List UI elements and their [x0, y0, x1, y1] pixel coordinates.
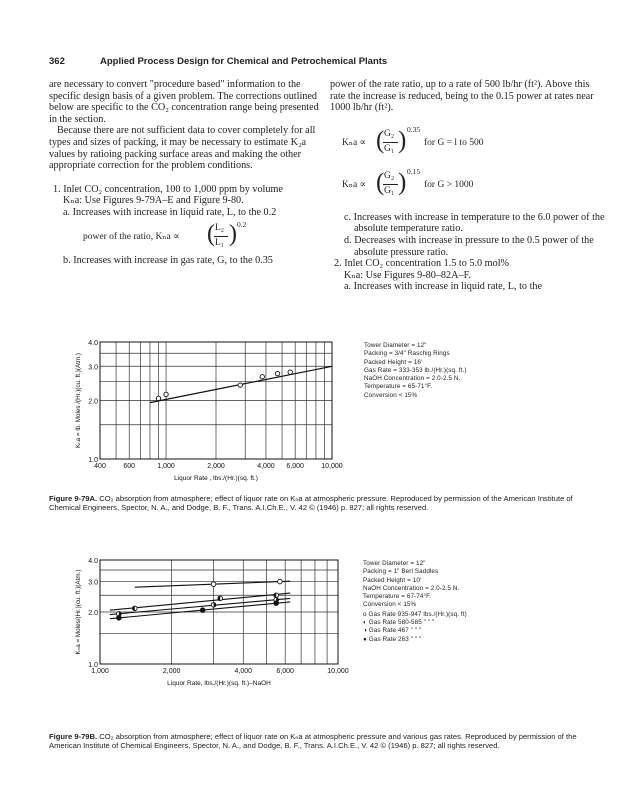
figure-9-79b-chart [60, 552, 360, 692]
data-point [117, 616, 122, 621]
x-tick-label: 10,000 [327, 668, 349, 675]
running-title: Applied Process Design for Chemical and Petrochemical Plants [100, 56, 388, 67]
legend-line: Packed Height = 16' [364, 358, 423, 366]
series-symbol: ● [363, 635, 367, 643]
formula-exponent: 0.2 [237, 219, 247, 229]
series-label: Gas Rate 467 " " " [368, 627, 422, 635]
list-item-1a: a. Increases with increase in liquid rate, L, to the 0.2 [63, 206, 277, 218]
legend-line: Tower Diameter = 12" [363, 560, 426, 567]
x-tick-label: 400 [94, 463, 106, 470]
list-item-1b: b. Increases with increase in gas rate, G, to the 0.35 [63, 254, 273, 266]
series-symbol: ◑ [363, 627, 367, 635]
series-legend [363, 611, 573, 644]
paren-close: ) [398, 126, 407, 154]
series-legend-item [363, 619, 573, 627]
legend-line: Tower Diameter = 12" [364, 342, 427, 349]
series-symbol: ◐ [363, 619, 367, 627]
list-item-c: c. Increases with increase in temperature to the 6.0 power of the absolute temperature ratio. [344, 211, 605, 235]
list-item-1-kga: Kₙa: Use Figures 9-79A–E and Figure 9-80. [63, 195, 244, 207]
caption-label: Figure 9-79B. [49, 732, 98, 741]
formula1-exponent: 0.35 [407, 124, 421, 134]
formula2-exponent: 0.15 [407, 166, 421, 176]
caption-text: CO₂ absorption from atmosphere; effect of liquor rate on Kₙa at atmospheric pressure. Reproduced by permission of the American Institute of Chemical Engineers, Spector, N. A., and Dodge, B. F., Trans. A.I.Ch.E., V. 42 © (1946) p. 827; all rights reserved. [49, 494, 573, 513]
formula1-G1: G₁ [384, 143, 395, 154]
paren-open: ( [207, 220, 215, 247]
formula1-G2: G₂ [384, 128, 395, 139]
series-legend-item [363, 627, 573, 635]
legend-line: Temperature = 67-74°F. [363, 593, 432, 601]
series-symbol: o [363, 610, 367, 618]
formula2-condition: for G > 1000 [424, 179, 474, 190]
y-tick-label: 4.0 [88, 558, 98, 565]
data-point [288, 370, 292, 374]
legend-line: NaOH Concentration = 2.0-2.5 N. [364, 375, 461, 383]
x-tick-label: 1,000 [91, 668, 109, 675]
formula-liquid-rate [49, 221, 325, 251]
caption-text: CO₂ absorption from atmosphere; effect of liquor rate on Kₙa at atmospheric pressure and various gas rates. Reproduced by permission of the American Institute of Chemical Engineers, Spector, N. A., and Dodge, B. F., Trans. A.I.Ch.E., V. 42 © (1946) p. 827; all rights reserved. [49, 732, 577, 751]
formula-gas-rate-1 [330, 124, 606, 164]
formula-prefix: power of the ratio, Kₙa ∝ [83, 231, 180, 242]
data-point [274, 601, 279, 606]
series-label: Gas Rate 263 " " " [368, 635, 422, 643]
formula2-G2: G₂ [384, 170, 395, 181]
fraction-bar [383, 142, 398, 143]
formula2-G1: G₁ [384, 185, 395, 196]
fraction-bar [214, 236, 228, 237]
page-number: 362 [49, 56, 65, 67]
y-tick-label: 2.0 [88, 610, 98, 617]
x-tick-label: 4,000 [257, 463, 275, 470]
formula-L1: L₁ [215, 237, 225, 248]
list-item-1: 1. Inlet CO₂ concentration, 100 to 1,000 ppm by volume [53, 183, 283, 195]
data-point [164, 392, 168, 396]
legend-line: Packing = 3/4" Raschig Rings [364, 350, 450, 358]
series-legend-item [363, 611, 573, 619]
legend-line: Conversion < 15% [363, 601, 417, 609]
x-tick-label: 2,000 [162, 668, 181, 675]
left-column [49, 79, 325, 266]
x-axis-label: Liquor Rate , lbs./(Hr.)(sq. ft.) [174, 475, 258, 482]
list-item-2-kga: Kₙa: Use Figures 9-80–82A–F. [344, 269, 471, 281]
formula-L2: L₂ [215, 222, 225, 233]
data-point [260, 375, 264, 379]
paren-open: ( [376, 126, 385, 154]
legend-line: Packing = 1" Berl Saddles [363, 568, 439, 576]
y-axis-label: Kₙa = Moles/(Hr.)(cu. ft.)(Atm.) [75, 569, 82, 655]
series-label: Gas Rate 935-947 lbs./(Hr.)(sq. ft) [368, 610, 467, 618]
paren-open: ( [376, 168, 385, 196]
left-paragraph-2: Because there are not sufficient data to cover completely for all types and sizes of packing, it may be necessary to estimate K₂a values by ratioing packing surface areas and making the other appropriate correction for the problem conditions. [49, 125, 316, 172]
figure-a-legend [364, 342, 564, 400]
fraction-bar [383, 184, 398, 185]
formula2-lhs: Kₙa ∝ [342, 179, 366, 190]
legend-line: Gas Rate = 333-353 lb./(Hr.)(sq. ft.) [364, 366, 467, 374]
figure-b-legend [363, 560, 573, 644]
y-tick-label: 1.0 [88, 662, 98, 669]
x-tick-label: 6,000 [286, 463, 304, 470]
data-point [238, 383, 242, 387]
y-tick-label: 2.0 [88, 398, 98, 406]
legend-line: Conversion < 15% [364, 391, 418, 399]
legend-line: NaOH Concentration = 2.0-2.5 N. [363, 584, 460, 592]
figure-a-caption [49, 494, 577, 513]
right-column [330, 79, 606, 293]
paren-close: ) [229, 220, 237, 247]
data-point [211, 582, 216, 587]
x-axis-label: Liquor Rate, lbs./(Hr.)(sq. ft.)–NaOH [167, 680, 271, 687]
list-item-2: 2. Inlet CO₂ concentration 1.5 to 5.0 mol% [334, 258, 510, 270]
x-tick-label: 10,000 [321, 463, 343, 470]
data-point [200, 608, 205, 613]
paren-close: ) [398, 168, 407, 196]
y-tick-label: 4.0 [88, 340, 98, 347]
formula-gas-rate-2 [330, 166, 606, 206]
x-tick-label: 4,000 [234, 668, 253, 675]
formula1-condition: for G = l to 500 [424, 137, 484, 148]
legend-line: Packed Height = 10' [363, 576, 422, 584]
left-paragraph-1: are necessary to convert "procedure based" information to the specific design basis of a given problem. The corrections outlined below are specific to the CO₂ concentration range being presented in the section. [49, 79, 319, 125]
x-tick-label: 600 [123, 463, 136, 470]
figure-9-79a-chart [60, 330, 360, 490]
x-tick-label: 1,000 [157, 463, 175, 470]
legend-line: Temperature = 65-71°F. [364, 383, 433, 391]
y-tick-label: 3.0 [88, 579, 98, 587]
data-point [278, 579, 283, 584]
y-tick-label: 1.0 [88, 457, 98, 464]
figure-b-caption [49, 732, 577, 751]
x-tick-label: 2,000 [207, 463, 225, 470]
data-point [156, 396, 160, 400]
y-tick-label: 3.0 [88, 364, 98, 372]
right-paragraph-1: power of the rate ratio, up to a rate of 500 lb/hr (ft²). Above this rate the increase is reduced, being to the 0.15 power at rates near 1000 lb/hr (ft²). [330, 79, 594, 114]
list-item-2a: a. Increases with increase in liquid rate, L, to the [344, 281, 543, 293]
formula1-lhs: Kₙa ∝ [342, 137, 366, 148]
x-tick-label: 6,000 [276, 668, 294, 675]
caption-label: Figure 9-79A. [49, 494, 98, 503]
series-label: Gas Rate 580-585 " " " [368, 619, 435, 627]
series-legend-item [363, 636, 573, 644]
data-point [275, 371, 279, 375]
list-item-d: d. Decreases with increase in pressure to the 0.5 power of the absolute pressure ratio. [344, 234, 594, 258]
y-axis-label: Kₙa = lb. Moles /(Hr.)(cu. ft.)(Atm.) [75, 352, 82, 449]
